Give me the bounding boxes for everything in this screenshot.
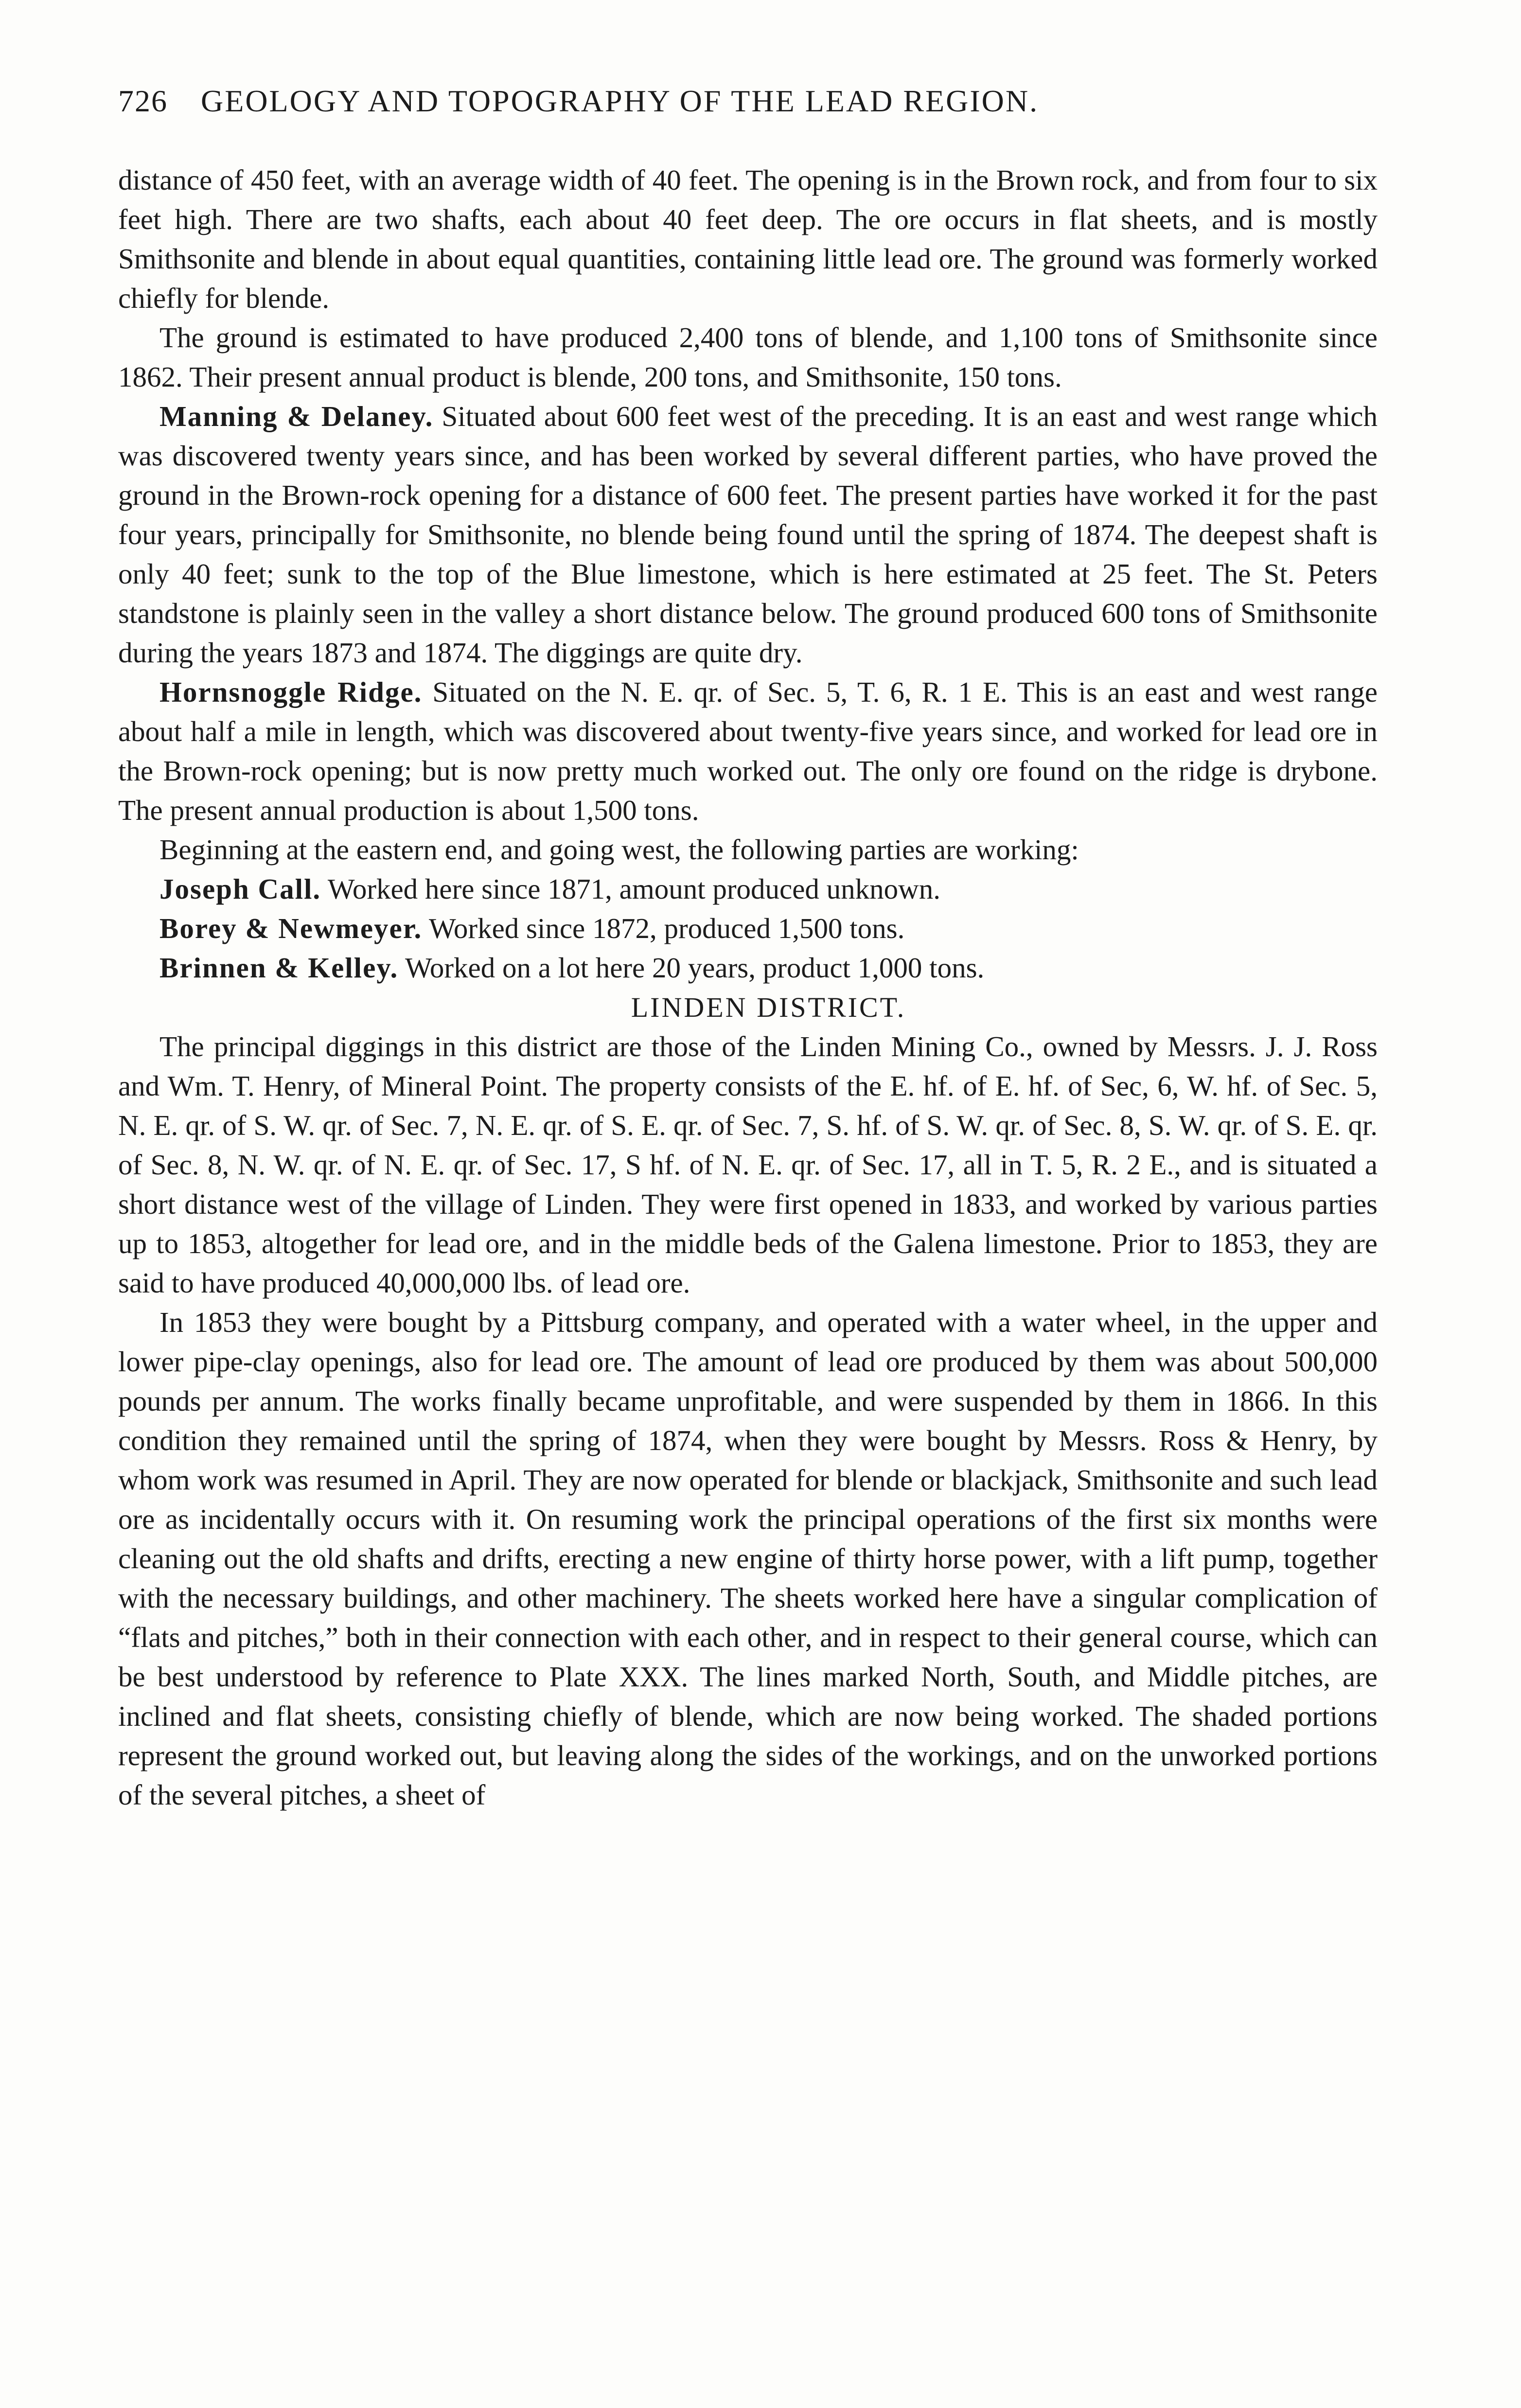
running-title: GEOLOGY AND TOPOGRAPHY OF THE LEAD REGION. — [201, 84, 1039, 118]
paragraph-linden-history: In 1853 they were bought by a Pittsburg company, and operated with a water wheel, in the upper and lower pipe-clay openings, also for lead ore. The amount of lead ore produced by them was about 500,000 pounds per annum. The works finally became unprofitable, and were suspended by them in 1866. In this condition they remained until the spring of 1874, when they were bought by Messrs. Ross & Henry, by whom work was resumed in April. They are now operated for blende or blackjack, Smithsonite and such lead ore as incidentally occurs with it. On resuming work the principal operations of the first six months were cleaning out the old shafts and drifts, erecting a new engine of thirty horse power, with a lift pump, together with the necessary buildings, and other machinery. The sheets worked here have a singular complication of “flats and pitches,” both in their connection with each other, and in respect to their general course, which can be best understood by reference to Plate XXX. The lines marked North, South, and Middle pitches, are inclined and flat sheets, consisting chiefly of blende, which are now being worked. The shaded portions represent the ground worked out, but leaving along the sides of the workings, and on the unworked portions of the several pitches, a sheet of — [118, 1306, 1378, 1811]
entry-manning-delaney — [118, 397, 1378, 673]
paragraph-continued: distance of 450 feet, with an average width of 40 feet. The opening is in the Brown rock, and from four to six feet high. There are two shafts, each about 40 feet deep. The ore occurs in flat sheets, and is mostly Smithsonite and blende in about equal quantities, containing little lead ore. The ground was formerly worked chiefly for blende. — [118, 164, 1378, 314]
entry-name: Borey & Newmeyer. — [159, 912, 423, 944]
page-header — [118, 82, 1382, 121]
entry-text: Worked since 1872, produced 1,500 tons. — [428, 912, 905, 944]
paragraph-beginning: Beginning at the eastern end, and going west, the following parties are working: — [159, 833, 1079, 866]
paragraph-production: The ground is estimated to have produced 2,400 tons of blende, and 1,100 tons of Smithsonite since 1862. Their present annual product is blende, 200 tons, and Smithsonite, 150 tons. — [118, 321, 1378, 393]
page-number: 726 — [118, 84, 168, 118]
entry-text: Worked here since 1871, amount produced unknown. — [327, 873, 941, 905]
entry-name: Joseph Call. — [159, 873, 321, 905]
page-body — [118, 160, 1378, 1815]
entry-name: Hornsnoggle Ridge. — [159, 676, 423, 708]
entry-brinnen-kelley — [118, 948, 1378, 988]
entry-text: Worked on a lot here 20 years, product 1,000 tons. — [405, 952, 985, 984]
entry-name: Brinnen & Kelley. — [159, 952, 399, 984]
section-heading: LINDEN DISTRICT. — [631, 992, 906, 1023]
entry-name: Manning & Delaney. — [159, 400, 434, 432]
entry-joseph-call — [118, 869, 1378, 909]
entry-borey-newmeyer — [118, 909, 1378, 948]
entry-text: Situated about 600 feet west of the preceding. It is an east and west range which was discovered twenty years since, and has been worked by several different parties, who have proved the ground in the Brown-rock opening for a distance of 600 feet. The present parties have worked it for the past four years, principally for Smithsonite, no blende being found until the spring of 1874. The deepest shaft is only 40 feet; sunk to the top of the Blue limestone, which is here estimated at 25 feet. The St. Peters standstone is plainly seen in the valley a short distance below. The ground produced 600 tons of Smithsonite during the years 1873 and 1874. The diggings are quite dry. — [118, 400, 1378, 669]
entry-hornsnoggle-ridge — [118, 673, 1378, 830]
paragraph-linden-intro: The principal diggings in this district are those of the Linden Mining Co., owned by Messrs. J. J. Ross and Wm. T. Henry, of Mineral Point. The property consists of the E. hf. of E. hf. of Sec, 6, W. hf. of Sec. 5, N. E. qr. of S. W. qr. of Sec. 7, N. E. qr. of S. E. qr. of Sec. 7, S. hf. of S. W. qr. of Sec. 8, S. W. qr. of S. E. qr. of Sec. 8, N. W. qr. of N. E. qr. of Sec. 17, S hf. of N. E. qr. of Sec. 17, all in T. 5, R. 2 E., and is situated a short distance west of the village of Linden. They were first opened in 1833, and worked by various parties up to 1853, altogether for lead ore, and in the middle beds of the Galena limestone. Prior to 1853, they are said to have produced 40,000,000 lbs. of lead ore. — [118, 1030, 1378, 1299]
entry-text: Situated on the N. E. qr. of Sec. 5, T. 6, R. 1 E. This is an east and west range about half a mile in length, which was discovered about twenty-five years since, and worked for lead ore in the Brown-rock opening; but is now pretty much worked out. The only ore found on the ridge is drybone. The present annual production is about 1,500 tons. — [118, 676, 1378, 826]
